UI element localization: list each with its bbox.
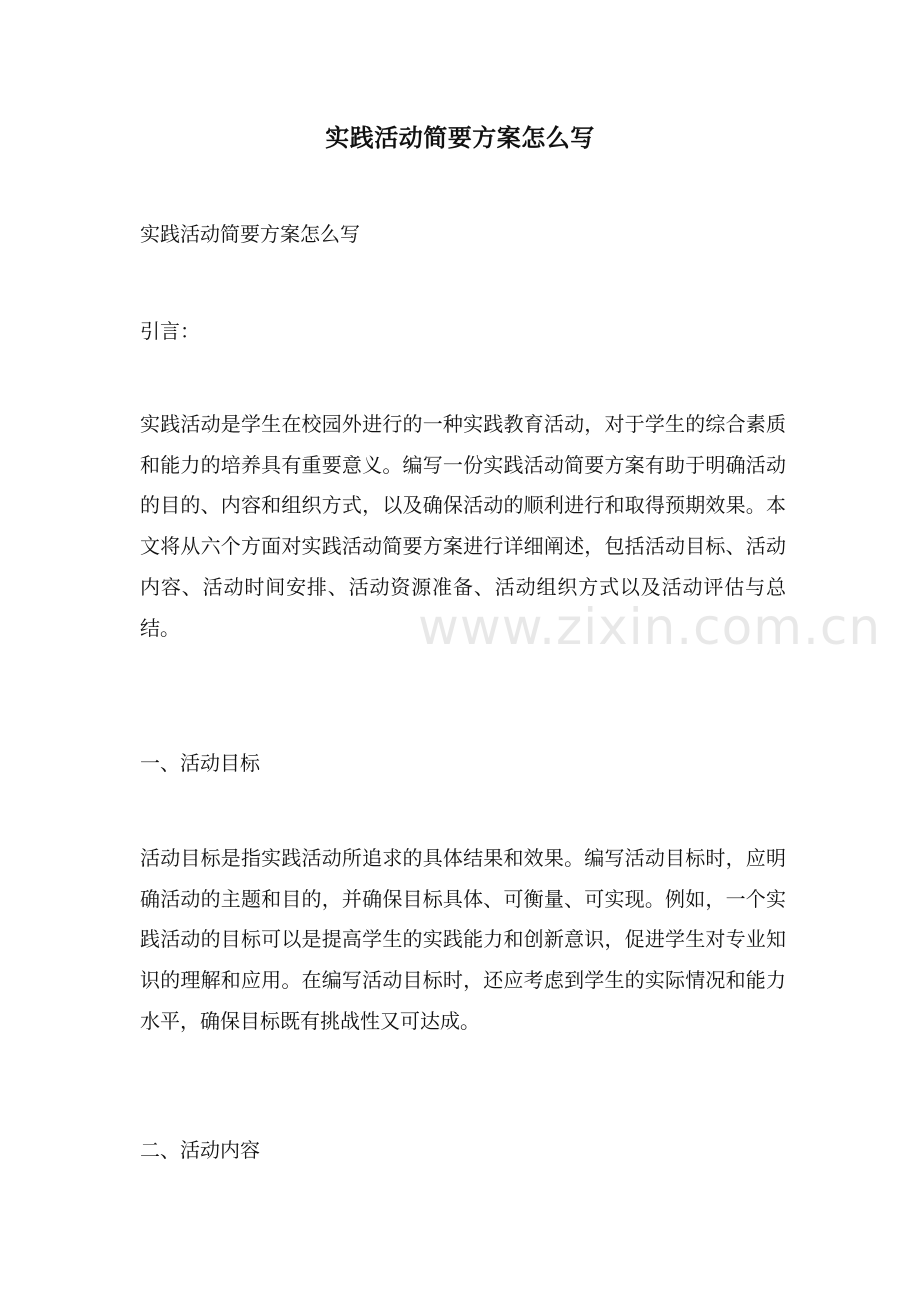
watermark: www.zixin.com.cn — [418, 598, 882, 656]
document-subtitle: 实践活动简要方案怎么写 — [140, 222, 360, 246]
document-title: 实践活动简要方案怎么写 — [325, 123, 595, 152]
section-1-paragraph: 活动目标是指实践活动所追求的具体结果和效果。编写活动目标时，应明确活动的主题和目的，并确保目标具体、可衡量、可实现。例如，一个实践活动的目标可以是提高学生的实践能力和创新意识，促进学生对专业知识的理解和应用。在编写活动目标时，还应考虑到学生的实际情况和能力水平，确保目标既有挑战性又可达成。 — [140, 846, 786, 1033]
section-1-heading: 一、活动目标 — [140, 751, 260, 775]
section-2-heading: 二、活动内容 — [140, 1138, 260, 1162]
intro-paragraph: 实践活动是学生在校园外进行的一种实践教育活动，对于学生的综合素质和能力的培养具有重要意义。编写一份实践活动简要方案有助于明确活动的目的、内容和组织方式，以及确保活动的顺利进行和取得预期效果。本文将从六个方面对实践活动简要方案进行详细阐述，包括活动目标、活动内容、活动时间安排、活动资源准备、活动组织方式以及活动评估与总结。 — [140, 412, 786, 640]
intro-heading: 引言： — [140, 319, 200, 343]
